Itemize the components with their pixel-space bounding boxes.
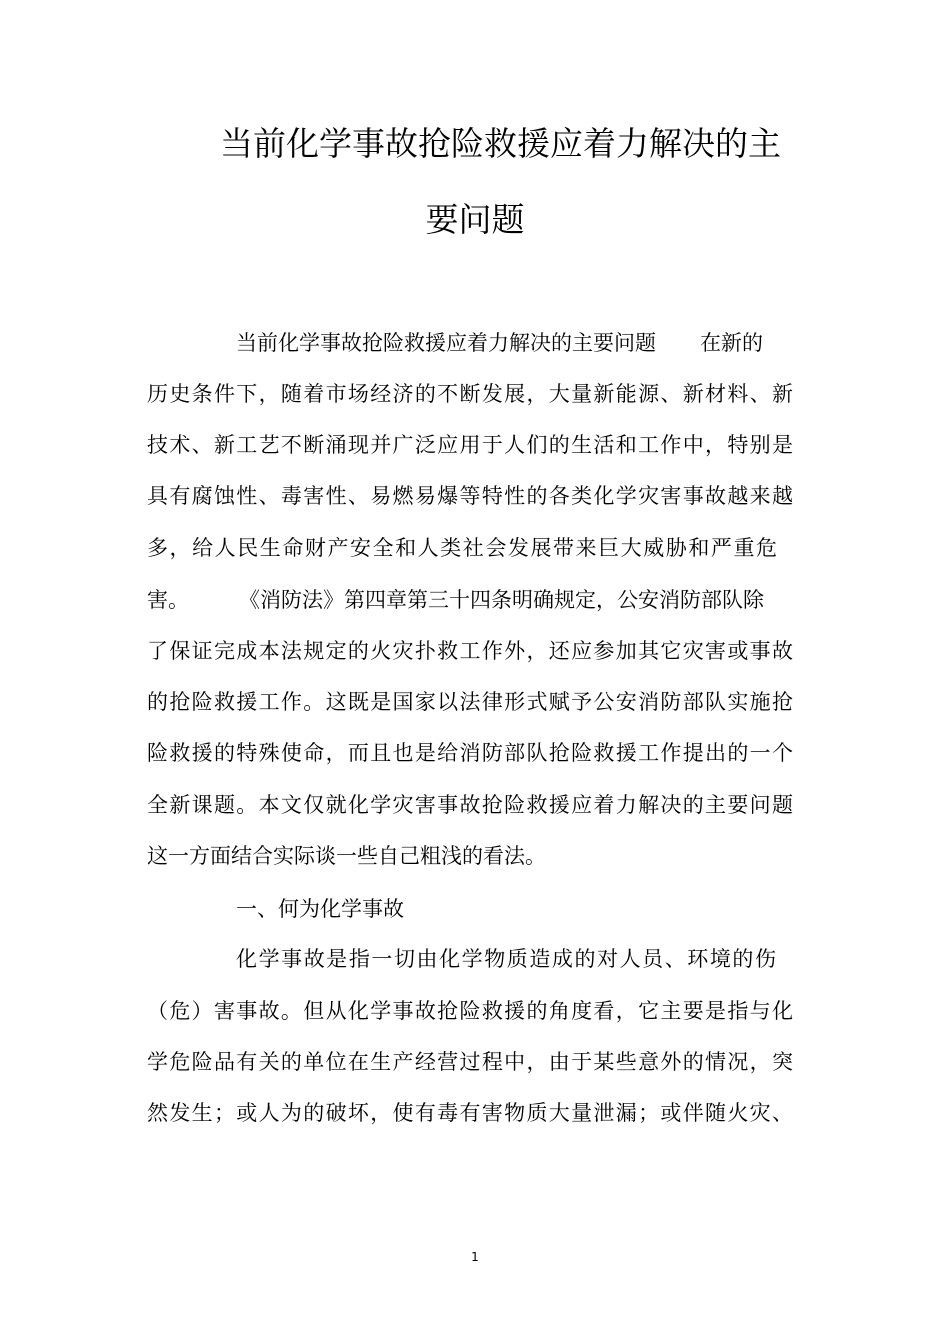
paragraph-1-line-1	[236, 328, 793, 358]
paragraph-1-line-5: 多，给人民生命财产安全和人类社会发展带来巨大威胁和严重危	[147, 536, 777, 560]
paragraph-1-line-6	[147, 585, 764, 615]
paragraph-1-opening-text: 当前化学事故抢险救援应着力解决的主要问题	[236, 331, 656, 355]
paragraph-1-line-4: 具有腐蚀性、毒害性、易燃易爆等特性的各类化学灾害事故越来越	[147, 484, 793, 508]
paragraph-1-line-2: 历史条件下，随着市场经济的不断发展，大量新能源、新材料、新	[147, 382, 793, 406]
section-heading-1: 一、何为化学事故	[236, 897, 404, 921]
paragraph-1-line-6-start: 害。	[147, 588, 189, 612]
paragraph-2-line-2: （危）害事故。但从化学事故抢险救援的角度看，它主要是指与化	[147, 999, 793, 1023]
document-title-line-2: 要问题	[425, 200, 525, 239]
paragraph-2-line-3: 学危险品有关的单位在生产经营过程中，由于某些意外的情况，突	[147, 1050, 793, 1074]
paragraph-1-line-8: 的抢险救援工作。这既是国家以法律形式赋予公安消防部队实施抢	[147, 690, 793, 714]
paragraph-1-line-11: 这一方面结合实际谈一些自己粗浅的看法。	[147, 844, 546, 868]
paragraph-1-line-6-end: 《消防法》第四章第三十四条明确规定，公安消防部队除	[239, 588, 764, 612]
page-number: 1	[471, 1250, 479, 1264]
paragraph-1-line-7: 了保证完成本法规定的火灾扑救工作外，还应参加其它灾害或事故	[147, 639, 793, 663]
document-title-line-1: 当前化学事故抢险救援应着力解决的主	[220, 124, 781, 163]
paragraph-1-line-9: 险救援的特殊使命，而且也是给消防部队抢险救援工作提出的一个	[147, 741, 793, 765]
paragraph-1-opening-continuation: 在新的	[700, 331, 763, 355]
paragraph-1-line-3: 技术、新工艺不断涌现并广泛应用于人们的生活和工作中，特别是	[147, 433, 793, 457]
paragraph-2-line-4: 然发生；或人为的破坏，使有毒有害物质大量泄漏；或伴随火灾、	[147, 1101, 793, 1125]
paragraph-1-line-10: 全新课题。本文仅就化学灾害事故抢险救援应着力解决的主要问题	[147, 793, 793, 817]
paragraph-2-line-1: 化学事故是指一切由化学物质造成的对人员、环境的伤	[236, 947, 776, 971]
